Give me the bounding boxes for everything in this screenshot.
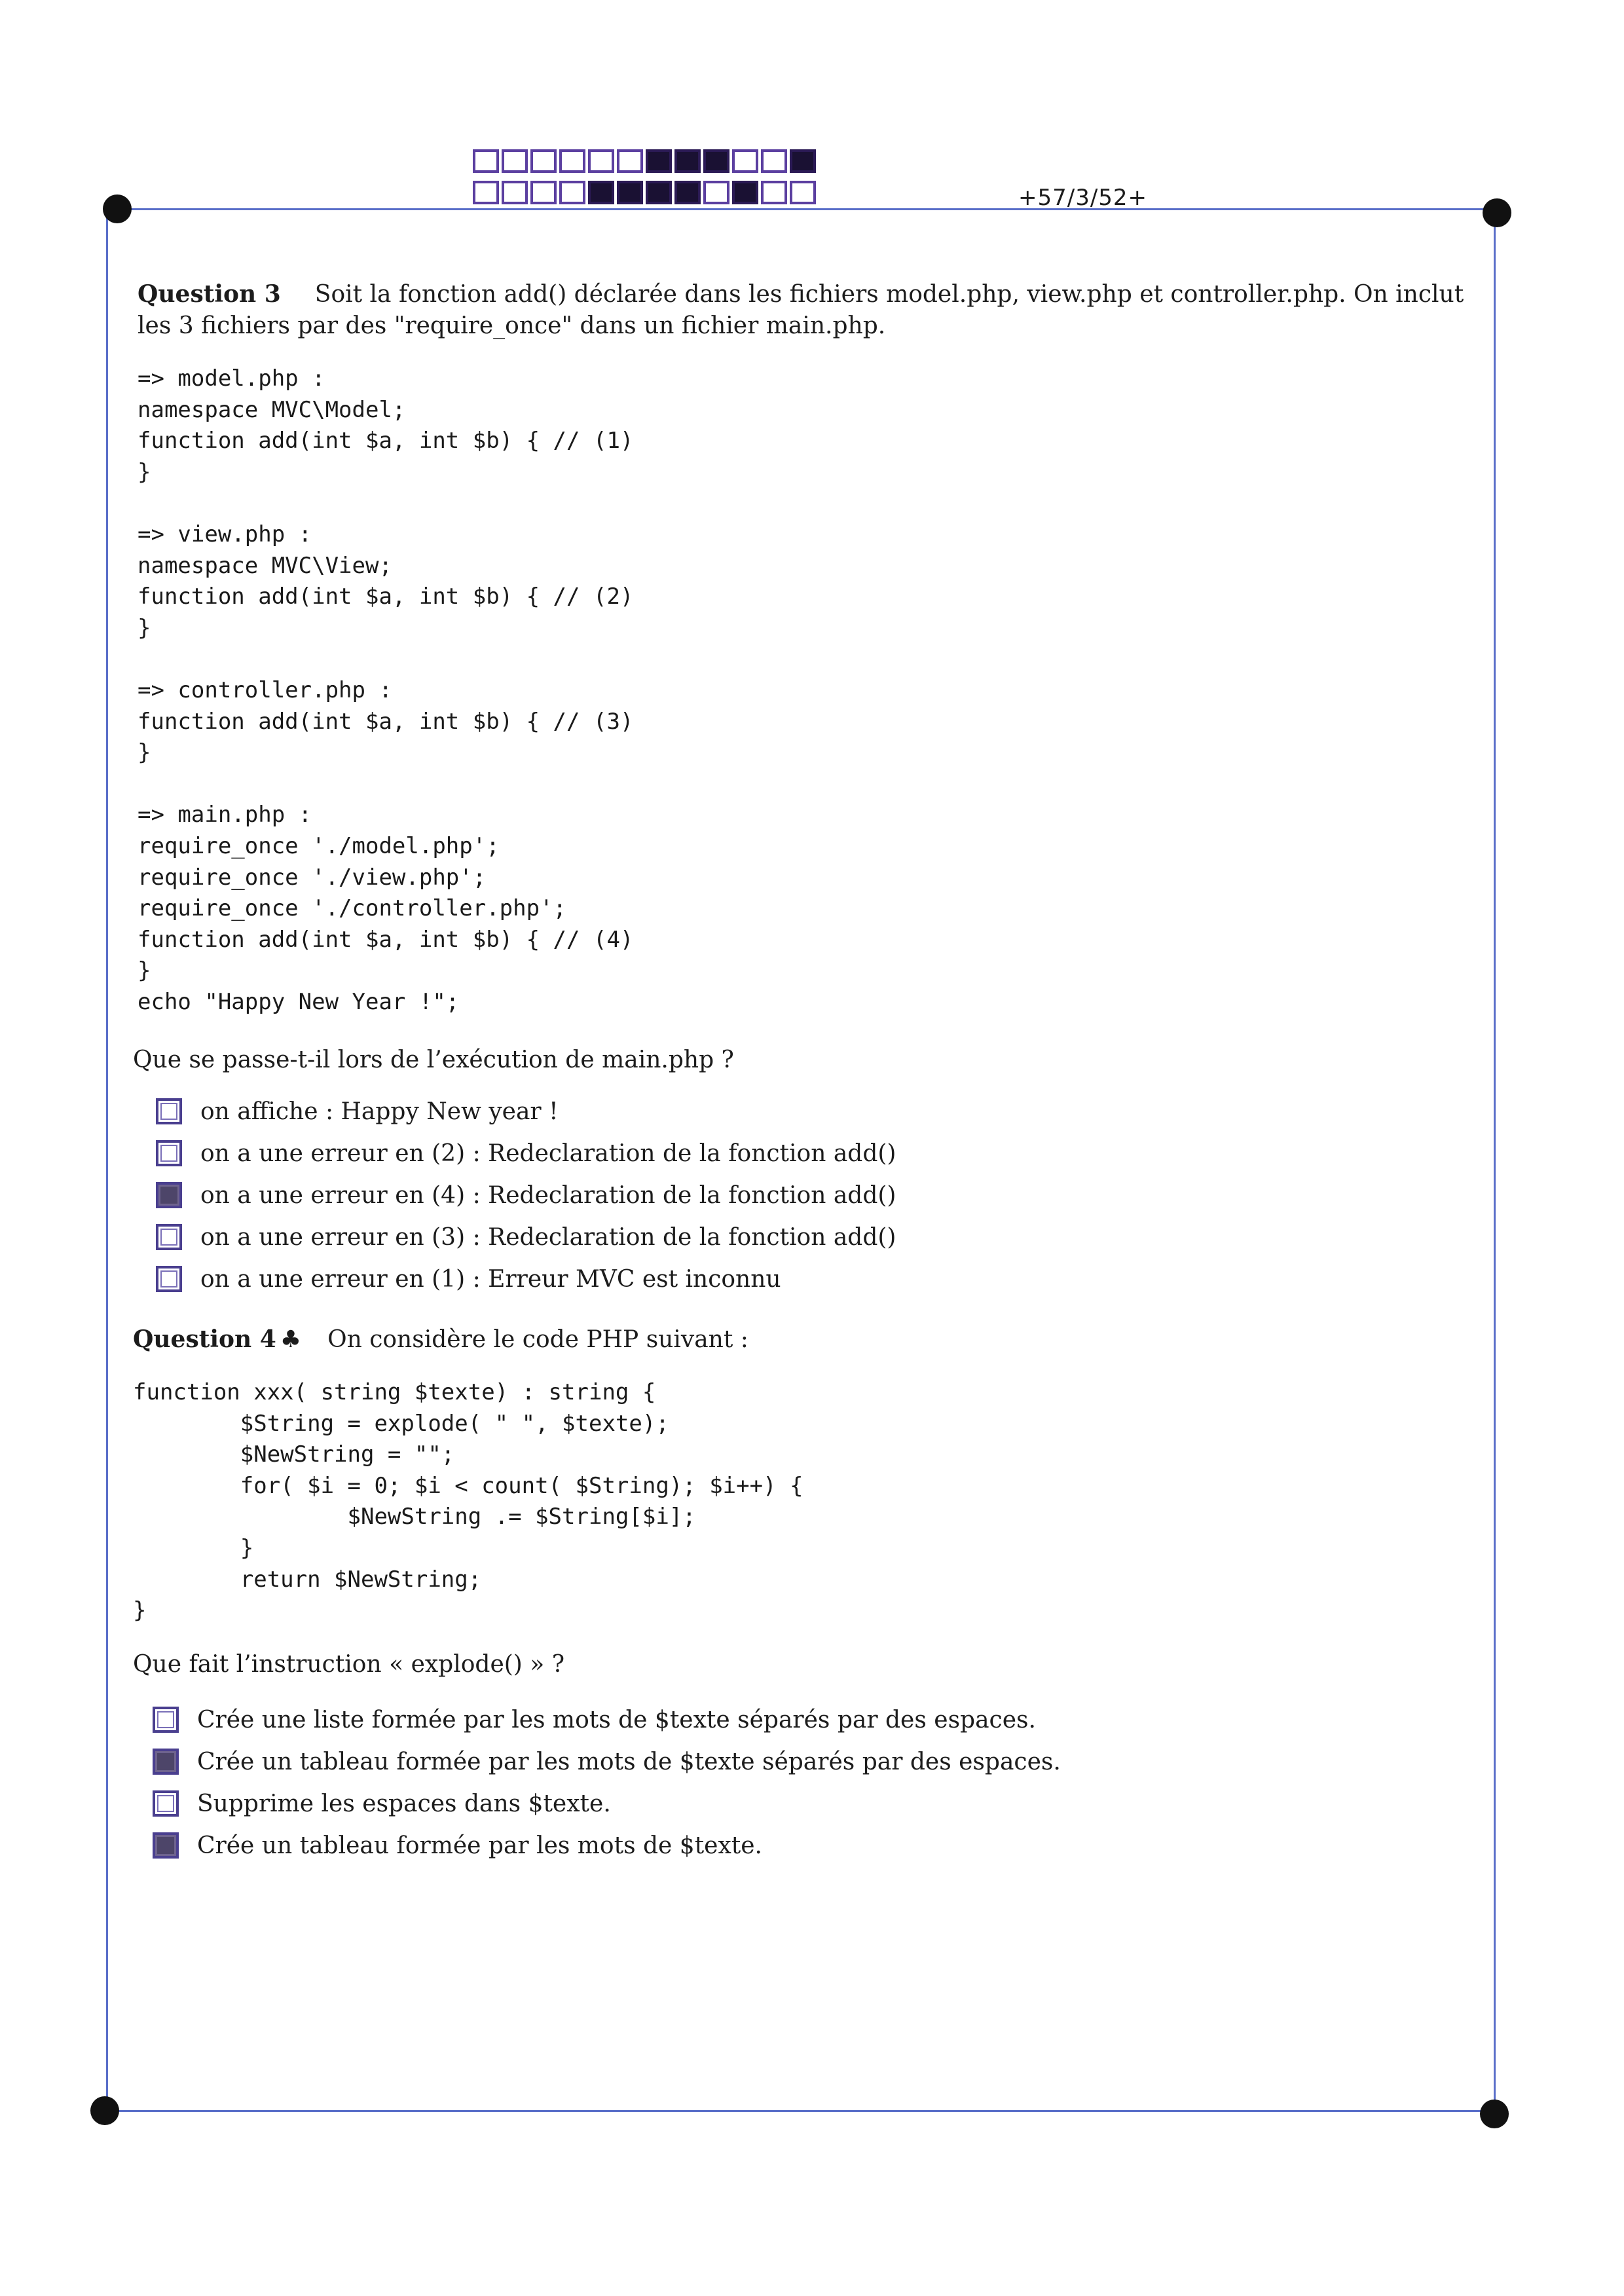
frame-bottom-border (103, 2110, 1498, 2112)
question-3-choice-label: on affiche : Happy New year ! (200, 1098, 559, 1125)
barcode-row-1-cell (588, 149, 614, 173)
checkbox-checked[interactable] (156, 1182, 182, 1208)
barcode-row-2 (473, 181, 816, 204)
barcode-row-2-cell (790, 181, 816, 204)
question-4-choice[interactable] (153, 1824, 1061, 1866)
question-4-prompt: Que fait l’instruction « explode() » ? (133, 1651, 565, 1678)
question-3-choice[interactable] (156, 1132, 896, 1174)
barcode-row-2-cell (703, 181, 729, 204)
question-4-choice[interactable] (153, 1783, 1061, 1824)
checkbox-checked[interactable] (153, 1832, 179, 1859)
checkbox-unchecked[interactable] (153, 1790, 179, 1817)
barcode-row-1-cell (502, 149, 528, 173)
barcode-row-2-cell (559, 181, 585, 204)
question-4-choice-label: Crée un tableau formée par les mots de $texte séparés par des espaces. (197, 1748, 1061, 1775)
question-3-label: Question 3 (138, 280, 281, 308)
corner-marker-top-right (1483, 198, 1511, 227)
question-4-label: Question 4 ♣ (133, 1325, 302, 1353)
checkbox-unchecked[interactable] (156, 1266, 182, 1292)
frame-right-border (1494, 213, 1496, 2113)
question-3-prompt: Que se passe-t-il lors de l’exécution de main.php ? (133, 1046, 734, 1073)
barcode-row-2-cell (588, 181, 614, 204)
barcode-row-2-cell (646, 181, 672, 204)
question-4-choice-label: Crée une liste formée par les mots de $texte séparés par des espaces. (197, 1706, 1036, 1733)
question-3-choices (156, 1090, 896, 1300)
question-3-header (138, 278, 1480, 342)
question-3-choice[interactable] (156, 1174, 896, 1216)
checkbox-unchecked[interactable] (153, 1707, 179, 1733)
barcode-row-1-cell (617, 149, 643, 173)
frame-left-border (106, 210, 108, 2112)
barcode-row-2-cell (617, 181, 643, 204)
question-3-choice[interactable] (156, 1216, 896, 1258)
question-3-code: => model.php : namespace MVC\Model; function add(int $a, int $b) { // (1) } => view.php : namespace MVC\View; function add(int $a, int $b) { // (2) } => controller.php : function add(int $a, int $b) { // (3) } => main.php : require_once './model.php'; require_once './view.php'; require_once './controller.php'; function add(int $a, int $b) { // (4) } echo "Happy New Year !"; (138, 365, 634, 1015)
barcode-row-2-cell (674, 181, 701, 204)
checkbox-unchecked[interactable] (156, 1098, 182, 1124)
question-3-choice[interactable] (156, 1258, 896, 1300)
question-4-choices (153, 1699, 1061, 1866)
barcode-row-2-cell (473, 181, 499, 204)
barcode-row-2-cell (761, 181, 787, 204)
question-4-choice-label: Supprime les espaces dans $texte. (197, 1790, 611, 1817)
question-3-choice-label: on a une erreur en (3) : Redeclaration de la fonction add() (200, 1223, 896, 1251)
checkbox-unchecked[interactable] (156, 1140, 182, 1166)
barcode-row-1 (473, 149, 816, 173)
checkbox-checked[interactable] (153, 1749, 179, 1775)
question-4-intro: On considère le code PHP suivant : (327, 1326, 748, 1353)
checkbox-unchecked[interactable] (156, 1224, 182, 1250)
corner-marker-top-left (103, 194, 132, 223)
club-icon: ♣ (280, 1326, 302, 1353)
question-3-choice[interactable] (156, 1090, 896, 1132)
barcode-row-1-cell (703, 149, 729, 173)
barcode-row-1-cell (761, 149, 787, 173)
question-4-choice[interactable] (153, 1741, 1061, 1783)
question-4-header (133, 1324, 748, 1356)
question-4-choice[interactable] (153, 1699, 1061, 1741)
corner-marker-bottom-left (90, 2096, 119, 2125)
question-4-code: function xxx( string $texte) : string { $String = explode( " ", $texte); $NewString = ""; for( $i = 0; $i < count( $String); $i++) { $NewString .= $String[$i]; } return $NewString; } (133, 1379, 803, 1624)
barcode-row-1-cell (790, 149, 816, 173)
barcode-row-1-cell (674, 149, 701, 173)
barcode-row-1-cell (732, 149, 758, 173)
question-4-choice-label: Crée un tableau formée par les mots de $texte. (197, 1832, 762, 1859)
frame-top-border (117, 208, 1498, 210)
barcode-row-1-cell (559, 149, 585, 173)
question-3-choice-label: on a une erreur en (2) : Redeclaration de la fonction add() (200, 1139, 896, 1167)
barcode-row-2-cell (530, 181, 557, 204)
barcode-row-2-cell (502, 181, 528, 204)
barcode-row-2-cell (732, 181, 758, 204)
page-id: +57/3/52+ (1018, 185, 1148, 211)
barcode-row-1-cell (646, 149, 672, 173)
question-3-intro: Soit la fonction add() déclarée dans les fichiers model.php, view.php et controller.php. On inclut les 3 fichiers par des "require_once" dans un fichier main.php. (138, 281, 1464, 339)
question-3-choice-label: on a une erreur en (4) : Redeclaration de la fonction add() (200, 1181, 896, 1209)
barcode-row-1-cell (473, 149, 499, 173)
question-3-choice-label: on a une erreur en (1) : Erreur MVC est inconnu (200, 1265, 781, 1293)
barcode-row-1-cell (530, 149, 557, 173)
corner-marker-bottom-right (1480, 2100, 1509, 2128)
